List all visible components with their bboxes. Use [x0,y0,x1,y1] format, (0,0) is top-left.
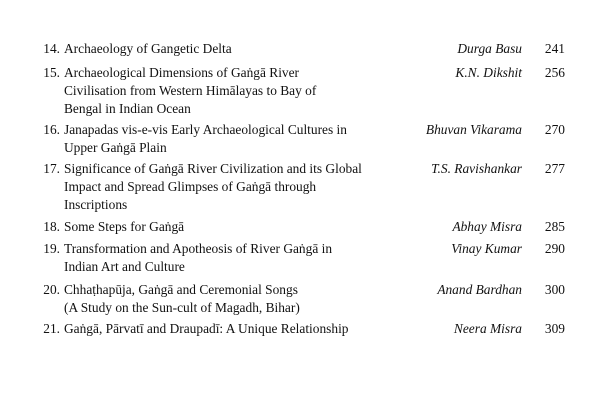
entry-title-line: Significance of Gaṅgā River Civilization and its Global [64,161,362,176]
entry-page: 285 [544,219,565,234]
entry-title-line: Bengal in Indian Ocean [64,101,191,117]
entry-number: 20. [43,282,60,297]
entry-title-line: Gaṅgā, Pārvatī and Draupadī: A Unique Relationship [64,321,349,336]
entry-title-line: Inscriptions [64,197,128,213]
entry-title [64,160,394,215]
entry-title-line: Archaeological Dimensions of Gaṅgā River [64,65,300,80]
entry-author: Vinay Kumar [451,241,522,256]
entry-title-line: Impact and Spread Glimpses of Gaṅgā through [64,179,317,195]
entry-title-line: Upper Gaṅgā Plain [64,140,167,156]
entry-author: K.N. Dikshit [455,65,522,80]
entry-number: 18. [43,219,60,234]
entry-author: Abhay Misra [452,219,522,234]
entry-title [64,40,394,58]
entry-page: 270 [544,122,565,137]
entry-title [64,218,394,236]
entry-page: 277 [544,161,565,176]
entry-title [64,281,394,317]
entry-number: 17. [43,161,60,176]
entry-page: 256 [544,65,565,80]
entry-title [64,320,394,338]
entry-number: 19. [43,241,60,256]
entry-author: T.S. Ravishankar [431,161,522,176]
entry-page: 290 [544,241,565,256]
entry-page: 300 [544,282,565,297]
entry-author: Neera Misra [453,321,522,336]
entry-title-line: Transformation and Apotheosis of River Gaṅgā in [64,241,333,256]
entry-number: 15. [43,65,60,80]
entry-title [64,64,394,119]
entry-title [64,240,394,276]
entry-author: Anand Bardhan [437,282,522,297]
entry-title-line: Indian Art and Culture [64,259,185,275]
entry-title-line: Chhaṭhapūja, Gaṅgā and Ceremonial Songs [64,282,298,297]
entry-number: 21. [43,321,60,336]
entry-number: 16. [43,122,60,137]
entry-title-line: Janapadas vis-e-vis Early Archaeological Cultures in [64,122,347,137]
entry-author: Bhuvan Vikarama [425,122,522,137]
entry-title [64,121,394,157]
entry-author: Durga Basu [457,41,522,56]
entry-page: 241 [544,41,565,56]
entry-title-line: Some Steps for Gaṅgā [64,219,185,234]
entry-page: 309 [544,321,565,336]
entry-title-line: Civilisation from Western Himālayas to Bay of [64,83,317,99]
entry-title-line: (A Study on the Sun-cult of Magadh, Bihar) [64,300,300,316]
entry-number: 14. [43,41,60,56]
entry-title-line: Archaeology of Gangetic Delta [64,41,232,56]
